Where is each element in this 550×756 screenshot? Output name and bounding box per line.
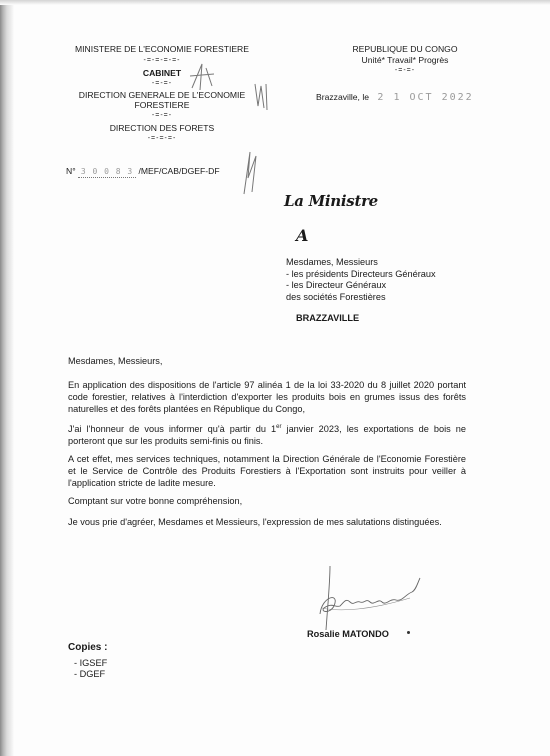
body-paragraph: Comptant sur votre bonne compréhension, [68,496,243,507]
direction-forets: DIRECTION DES FORETS [109,123,215,133]
recipient-line: Mesdames, Messieurs [286,257,378,267]
cabinet-label: CABINET [142,68,182,78]
date-stamp: 2 1 OCT 2022 [377,92,474,103]
body-text: J'ai l'honneur de vous informer qu'à partir du 1 [68,424,277,435]
body-paragraph: En application des dispositions de l'article 97 alinéa 1 de la loi 33-2020 du 8 juillet 2020 portant code forestier, relatives à l'interdiction d'exporter les produits bois en grumes issus des forêts naturelles et des forêts plantées en République du Congo, [68,380,466,414]
salutation: Mesdames, Messieurs, [68,356,163,366]
copies-title: Copies : [68,642,108,653]
separator: -=-=-=-=- [143,57,181,64]
handwritten-signature [300,562,430,634]
ref-suffix: /MEF/CAB/DGEF-DF [138,166,220,176]
scan-shadow-top [0,0,550,5]
body-paragraph [68,421,466,447]
ref-prefix: N° [66,166,76,176]
separator: -=-=- [151,112,173,119]
handwritten-initials-mark [186,60,220,94]
recipient-block [286,257,506,325]
scan-shadow-edge [0,0,14,756]
left-header [52,44,272,143]
recipient-line: - les Directeur Généraux [286,280,387,290]
copies-block [68,642,107,681]
separator: -=-=- [151,80,173,87]
body-paragraph: A cet effet, mes services techniques, notamment la Direction Générale de l'Economie Forestière et le Service de Contrôle des Produits Forestiers à l'Exportation sont instruits pour veiller à l'application stricte de ladite mesure. [68,454,466,489]
recipient-city: BRAZZAVILLE [296,313,360,323]
ref-number: 3 0 0 8 3 [78,167,136,178]
handwritten-initials-mark [252,80,270,112]
national-motto: Unité* Travail* Progrès [361,55,449,65]
signatory-to: A [296,226,309,245]
ministry-name: MINISTERE DE L'ECONOMIE FORESTIERE [74,44,249,54]
direction-generale-line1: DIRECTION GENERALE DE L'ECONOMIE [78,90,246,100]
ink-dot [407,631,410,634]
separator: -=-=-=- [147,135,177,142]
recipient-line: des sociétés Forestières [286,291,386,302]
copy-item: - IGSEF [74,657,108,668]
body-text: janvier 2023, les exportations de bois ne porteront que sur les produits semi-finis ou finis. [68,424,466,447]
body-paragraph: Je vous prie d'agréer, Mesdames et Messieurs, l'expression de mes salutations distinguées. [68,517,442,528]
superscript: er [276,424,282,430]
signatory-name: Rosalie MATONDO [307,629,389,639]
right-header [330,44,480,75]
direction-generale-line2: FORESTIERE [134,100,190,110]
handwritten-initials-mark [240,148,260,196]
copy-item: - DGEF [74,669,106,679]
separator: -=-=- [394,67,416,74]
recipient-line: - les présidents Directeurs Généraux [286,268,436,279]
republic-name: REPUBLIQUE DU CONGO [352,44,458,54]
letter-body [68,355,466,528]
place-date-label: Brazzaville, le [316,92,370,102]
place-date-line [316,92,476,103]
signatory-title: La Ministre [284,192,378,210]
